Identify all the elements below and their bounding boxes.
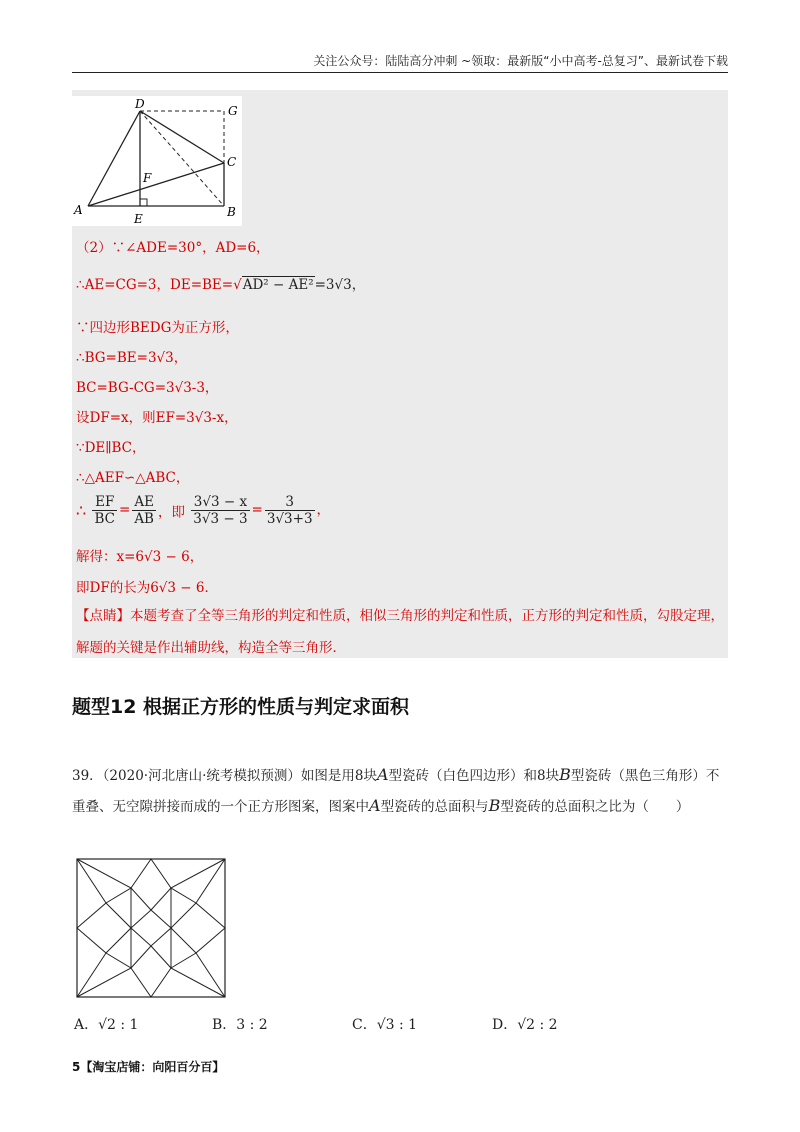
fraction-rhs: $\frac{3}{3√3+3}$ xyxy=(266,494,313,527)
solution-line-6: 设DF=x，则EF=3√3-x， xyxy=(76,410,238,426)
solution-line-7: ∵DE∥BC， xyxy=(76,440,146,456)
solution-line-10: 解得：x=6√3 − 6， xyxy=(76,549,204,565)
solution-line-4: ∴BG=BE=3√3， xyxy=(76,350,188,366)
option-c[interactable]: C．√3 : 1 xyxy=(352,1017,418,1033)
label-B: B xyxy=(227,205,236,219)
label-F: F xyxy=(143,171,152,185)
solution-line-9: ∴ $\frac{EF}{BC}$ = $\frac{AE}{AB}$ ，即 $\frac{3√3 - x}{3√3 - 3}$ = $\frac{3}{3√3+3}$ ， xyxy=(76,494,331,527)
solution-line-2 xyxy=(76,273,365,293)
solution-comment: 【点睛】本题考查了全等三角形的判定和性质，相似三角形的判定和性质，正方形的判定和性质，勾股定理，解题的关键是作出辅助线，构造全等三角形． xyxy=(76,608,724,656)
question-39: 39．（2020·河北唐山·统考模拟预测）如图是用8块A型瓷砖（白色四边形）和8块B型瓷砖（黑色三角形）不重叠、无空隙拼接而成的一个正方形图案，图案中A型瓷砖的总面积与B型瓷砖的总面积之比为（ ） xyxy=(72,765,720,815)
solution-line-5: BC=BG-CG=3√3-3， xyxy=(76,380,219,396)
label-E: E xyxy=(134,212,143,226)
sqrt-expression: √AD² − AE² xyxy=(233,277,314,293)
page-header: 关注公众号：陆陆高分冲刺 ~领取：最新版“小中高考-总复习”、最新试卷下载 xyxy=(313,54,728,68)
option-d[interactable]: D．√2 : 2 xyxy=(492,1017,558,1033)
solution-line-3: ∵四边形BEDG为正方形， xyxy=(76,320,239,336)
solution-line-11: 即DF的长为6√3 − 6． xyxy=(76,580,218,596)
fraction-ef-bc: $\frac{EF}{BC}$ xyxy=(94,494,115,527)
label-A: A xyxy=(74,203,83,217)
page-footer: 5【淘宝店铺：向阳百分百】 xyxy=(72,1060,225,1074)
label-G: G xyxy=(228,104,238,118)
solution-line-8: ∴△AEF∽△ABC， xyxy=(76,470,190,486)
label-C: C xyxy=(227,155,237,169)
section-title: 题型12 根据正方形的性质与判定求面积 xyxy=(72,696,410,718)
tile-pattern-figure xyxy=(76,858,226,998)
answer-options xyxy=(72,1014,728,1038)
label-D: D xyxy=(135,97,145,111)
solution-line-2-post: =3√3， xyxy=(314,277,366,293)
option-a[interactable]: A．√2 : 1 xyxy=(74,1017,139,1033)
solution-block xyxy=(72,90,728,658)
solution-line-2-pre: ∴AE=CG=3，DE=BE= xyxy=(76,277,234,293)
fraction-ae-ab: $\frac{AE}{AB}$ xyxy=(134,494,154,527)
solution-line-1: （2）∵∠ADE=30°，AD=6， xyxy=(76,240,270,256)
option-b[interactable]: B．3 : 2 xyxy=(212,1017,268,1033)
header-divider xyxy=(72,72,728,73)
geometry-figure-square-triangle xyxy=(72,96,242,226)
fraction-lhs: $\frac{3√3 - x}{3√3 - 3}$ xyxy=(193,494,248,527)
